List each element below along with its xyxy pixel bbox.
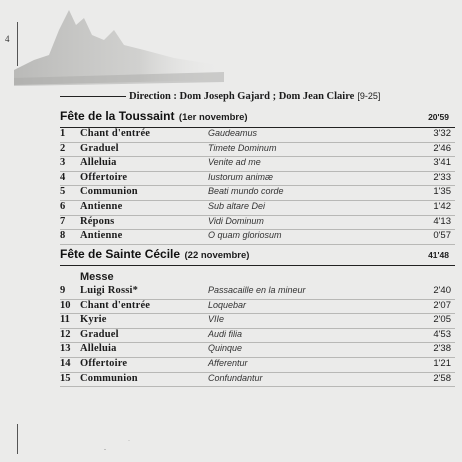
- track-name: Chant d'entrée: [80, 128, 151, 139]
- track-number: 8: [60, 230, 66, 242]
- track-text: Confundantur: [208, 372, 263, 383]
- section-date: (1er novembre): [178, 112, 248, 123]
- track-row: [60, 172, 455, 187]
- speck: ·: [128, 438, 130, 444]
- track-duration: 2'33: [433, 171, 451, 183]
- track-duration: 0'57: [433, 230, 451, 242]
- track-row: [60, 216, 455, 231]
- track-duration: 3'41: [433, 157, 451, 169]
- track-row: [60, 128, 455, 143]
- track-name: Graduel: [80, 328, 119, 340]
- track-row: [60, 300, 455, 315]
- track-text: Iustorum animæ: [208, 171, 274, 182]
- track-number: 1: [60, 128, 66, 139]
- direction-track-range: [9-25]: [357, 91, 381, 101]
- track-duration: 2'07: [433, 299, 451, 311]
- track-row: [60, 186, 455, 201]
- section-date: (22 novembre): [184, 250, 250, 261]
- track-text: Afferentur: [208, 357, 248, 368]
- track-number: 3: [60, 157, 66, 169]
- section-title: Fête de Sainte Cécile: [60, 247, 181, 261]
- margin-rule-top: [17, 22, 18, 66]
- track-duration: 1'42: [433, 200, 451, 212]
- track-duration: 2'46: [433, 142, 451, 154]
- track-name: Antienne: [80, 230, 123, 242]
- track-row: [60, 343, 455, 358]
- track-name: Chant d'entrée: [80, 299, 151, 311]
- track-text: Sub altare Dei: [208, 200, 266, 211]
- track-number: 15: [60, 372, 71, 384]
- track-row: [60, 314, 455, 329]
- track-text: Beati mundo corde: [208, 186, 284, 197]
- section-header: [60, 107, 455, 128]
- track-number: 14: [60, 357, 71, 369]
- margin-rule-bottom: [17, 424, 18, 454]
- section-title: Fête de la Toussaint: [60, 109, 175, 123]
- track-name: Offertoire: [80, 357, 128, 369]
- track-name: Alleluia: [80, 157, 117, 169]
- track-text: Audi filia: [208, 328, 243, 339]
- track-duration: 2'40: [433, 285, 451, 296]
- track-name: Luigi Rossi*: [80, 285, 139, 296]
- track-text: Quinque: [208, 343, 243, 354]
- track-duration: 1'21: [433, 357, 451, 369]
- page-number: 4: [5, 34, 10, 44]
- track-name: Graduel: [80, 142, 119, 154]
- section-header: [60, 245, 455, 266]
- leader-line: [60, 96, 126, 97]
- track-row: [60, 143, 455, 158]
- section-duration: 20'59: [428, 112, 449, 122]
- track-text: Gaudeamus: [208, 128, 258, 138]
- track-text: Vidi Dominum: [208, 215, 264, 226]
- track-number: 2: [60, 142, 66, 154]
- track-row: [60, 201, 455, 216]
- track-name: Communion: [80, 186, 138, 198]
- track-row: [60, 358, 455, 373]
- track-name: Antienne: [80, 200, 123, 212]
- section-cecile: [60, 245, 455, 387]
- track-name: Répons: [80, 215, 115, 227]
- track-duration: 2'38: [433, 343, 451, 355]
- section-duration: 41'48: [428, 250, 449, 260]
- faded-abbey-photo: [14, 0, 224, 100]
- track-number: 11: [60, 314, 70, 326]
- track-row: [60, 230, 455, 245]
- track-duration: 2'58: [433, 372, 451, 384]
- track-text: Loquebar: [208, 299, 247, 310]
- track-name: Offertoire: [80, 171, 128, 183]
- speck: -: [104, 447, 106, 453]
- section-toussaint: [60, 107, 455, 245]
- track-text: Venite ad me: [208, 157, 261, 168]
- track-number: 12: [60, 328, 71, 340]
- track-list: [60, 128, 455, 245]
- track-duration: 1'35: [433, 186, 451, 198]
- track-number: 4: [60, 171, 66, 183]
- track-number: 6: [60, 200, 66, 212]
- track-duration: 3'32: [433, 128, 451, 139]
- track-text: O quam gloriosum: [208, 230, 282, 241]
- track-number: 13: [60, 343, 71, 355]
- track-name: Alleluia: [80, 343, 117, 355]
- track-text: Timete Dominum: [208, 142, 277, 153]
- track-number: 10: [60, 299, 71, 311]
- track-name: Communion: [80, 372, 138, 384]
- track-number: 7: [60, 215, 66, 227]
- track-row: [60, 285, 455, 300]
- track-number: 9: [60, 285, 66, 296]
- track-row: [60, 157, 455, 172]
- track-duration: 2'05: [433, 314, 451, 326]
- track-list: [60, 285, 455, 387]
- track-row: [60, 373, 455, 388]
- track-duration: 4'13: [433, 215, 451, 227]
- track-row: [60, 329, 455, 344]
- subheading-messe: Messe: [80, 271, 114, 283]
- track-duration: 4'53: [433, 328, 451, 340]
- track-name: Kyrie: [80, 314, 107, 326]
- track-text: VIIe: [208, 314, 225, 325]
- direction-label: Direction : Dom Joseph Gajard ; Dom Jean Claire: [129, 91, 355, 102]
- track-number: 5: [60, 186, 66, 198]
- track-text: Passacaille en la mineur: [208, 285, 306, 295]
- direction-line: [60, 91, 455, 102]
